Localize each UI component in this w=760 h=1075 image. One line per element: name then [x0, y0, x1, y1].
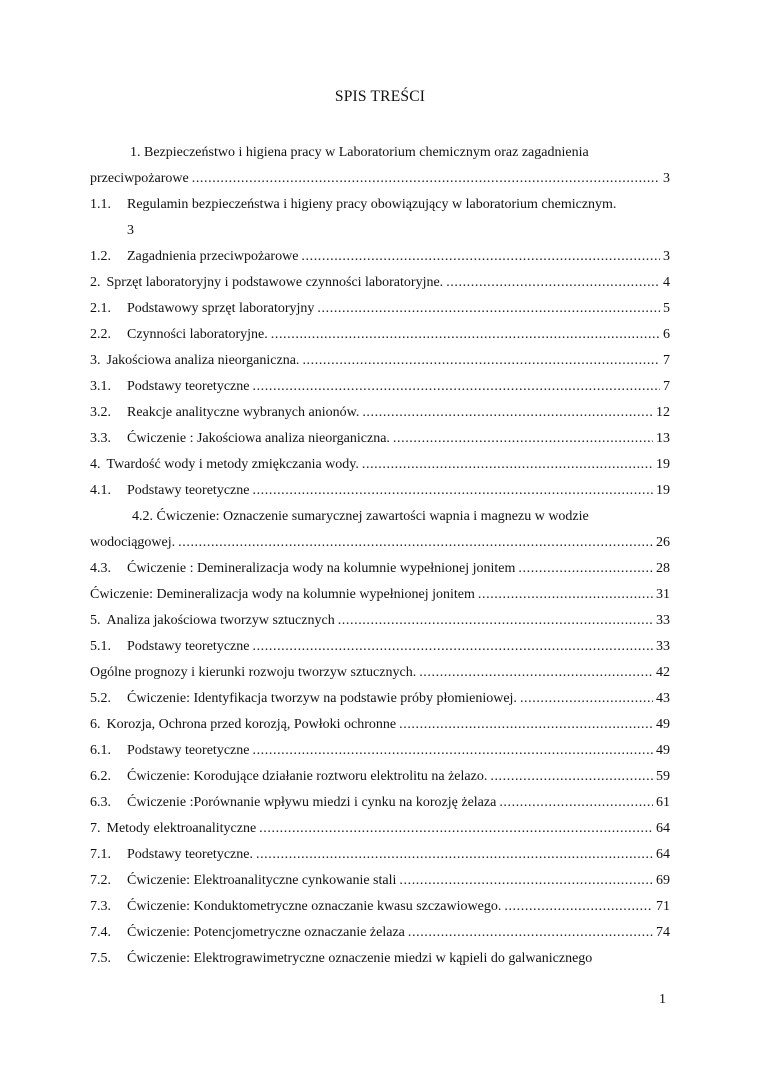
toc-entry-page: 6 — [663, 327, 670, 342]
toc-entry-text: Ćwiczenie : Demineralizacja wody na kolumnie wypełnionej jonitem — [127, 561, 516, 576]
toc-entry-text: Korozja, Ochrona przed korozją, Powłoki ochronne — [106, 717, 397, 732]
toc-entry-text: Podstawy teoretyczne. — [127, 847, 253, 862]
dot-leader — [478, 582, 653, 608]
toc-entry-page: 33 — [656, 639, 670, 654]
toc-entry[interactable] — [90, 920, 670, 946]
toc-entry-text: Metody elektroanalityczne — [106, 821, 257, 836]
toc-entry[interactable] — [90, 868, 670, 894]
toc-entry[interactable] — [90, 764, 670, 790]
toc-entry-page: 3 — [127, 223, 134, 238]
toc-entry-page: 4 — [663, 275, 670, 290]
dot-leader — [408, 920, 653, 946]
toc-entry-number: 4.3. — [90, 561, 111, 576]
toc-entry-text: Regulamin bezpieczeństwa i higieny pracy obowiązujący w laboratorium chemicznym. — [127, 197, 617, 212]
toc-entry[interactable] — [90, 322, 670, 348]
toc-entry-page: 69 — [656, 873, 670, 888]
toc-entry-number: 7.3. — [90, 899, 111, 914]
toc-entry-text: Sprzęt laboratoryjny i podstawowe czynności laboratoryjne. — [106, 275, 444, 290]
toc-entry-page: 5 — [663, 301, 670, 316]
dot-leader — [178, 530, 653, 556]
toc-entry[interactable] — [90, 296, 670, 322]
toc-entry-page: 3 — [663, 171, 670, 186]
toc-entry-text: Twardość wody i metody zmiękczania wody. — [106, 457, 359, 472]
toc-entry-number: 3.1. — [90, 379, 111, 394]
toc-entry-text: Czynności laboratoryjne. — [127, 327, 268, 342]
toc-entry-text: wodociągowej. — [90, 535, 176, 550]
dot-leader — [490, 764, 653, 790]
toc-entry[interactable] — [90, 842, 670, 868]
toc-entry-number: 6.3. — [90, 795, 111, 810]
toc-entry-number: 5.1. — [90, 639, 111, 654]
toc-entry-text: Ćwiczenie: Demineralizacja wody na kolumnie wypełnionej jonitem — [90, 587, 475, 602]
toc-entry[interactable] — [90, 634, 670, 660]
dot-leader — [504, 894, 653, 920]
toc-entry-text: Podstawowy sprzęt laboratoryjny — [127, 301, 315, 316]
dot-leader — [446, 270, 660, 296]
dot-leader — [256, 842, 653, 868]
toc-entry-text: Zagadnienia przeciwpożarowe — [127, 249, 299, 264]
toc-entry-page: 64 — [656, 847, 670, 862]
toc-entry[interactable] — [90, 374, 670, 400]
toc-entry[interactable] — [90, 816, 670, 842]
dot-leader — [301, 244, 660, 270]
toc-entry-page: 19 — [656, 483, 670, 498]
toc-entry-number: 7.1. — [90, 847, 111, 862]
toc-entry[interactable] — [90, 504, 670, 556]
dot-leader — [499, 790, 653, 816]
toc-entry-text: Podstawy teoretyczne — [127, 639, 250, 654]
toc-entry[interactable] — [90, 582, 670, 608]
toc-entry-page: 3 — [663, 249, 670, 264]
toc-entry-number: 1.2. — [90, 249, 111, 264]
toc-entry-text: Ćwiczenie :Porównanie wpływu miedzi i cynku na korozję żelaza — [127, 795, 497, 810]
dot-leader — [271, 322, 660, 348]
toc-entry-number: 1.1. — [90, 197, 111, 212]
toc-entry[interactable] — [90, 712, 670, 738]
toc-entry[interactable] — [90, 738, 670, 764]
dot-leader — [399, 712, 653, 738]
toc-entry-page: 33 — [656, 613, 670, 628]
page-title: SPIS TREŚCI — [334, 88, 426, 105]
dot-leader — [252, 374, 660, 400]
toc-entry-page: 7 — [663, 353, 670, 368]
dot-leader — [393, 426, 653, 452]
toc-entry-number: 3.3. — [90, 431, 111, 446]
toc-entry-number: 6. — [90, 717, 101, 732]
toc-entry-text: Ćwiczenie: Konduktometryczne oznaczanie kwasu szczawiowego. — [127, 899, 502, 914]
dot-leader — [338, 608, 653, 634]
toc-entry-text: Ćwiczenie : Jakościowa analiza nieorganiczna. — [127, 431, 390, 446]
dot-leader — [259, 816, 653, 842]
toc-entry-number: 2.1. — [90, 301, 111, 316]
dot-leader — [252, 738, 653, 764]
toc-entry-text: Reakcje analityczne wybranych anionów. — [127, 405, 360, 420]
dot-leader — [362, 400, 653, 426]
toc-entry-text: Ćwiczenie: Identyfikacja tworzyw na podstawie próby płomieniowej. — [127, 691, 517, 706]
toc-entry-number: 2. — [90, 275, 101, 290]
toc-entry[interactable] — [90, 270, 670, 296]
toc-entry-page: 71 — [656, 899, 670, 914]
dot-leader — [317, 296, 660, 322]
toc-entry-page: 49 — [656, 717, 670, 732]
page-number: 1 — [659, 992, 666, 1007]
toc-entry-number: 4. — [90, 457, 101, 472]
toc-entry-number: 7. — [90, 821, 101, 836]
toc-entry[interactable] — [90, 192, 670, 244]
toc-entry-page: 13 — [656, 431, 670, 446]
toc-entry[interactable] — [90, 140, 670, 192]
toc-entry-text: Ćwiczenie: Korodujące działanie roztworu elektrolitu na żelazo. — [127, 769, 488, 784]
dot-leader — [192, 166, 660, 192]
toc-entry-page: 7 — [663, 379, 670, 394]
toc-entry[interactable] — [90, 348, 670, 374]
toc-entry-text-line1: 4.2. Ćwiczenie: Oznaczenie sumarycznej zawartości wapnia i magnezu w wodzie — [132, 509, 589, 524]
toc-entry-number: 7.5. — [90, 951, 111, 966]
dot-leader — [419, 660, 653, 686]
toc-entry-page: 12 — [656, 405, 670, 420]
toc-entry-page: 61 — [656, 795, 670, 810]
dot-leader — [520, 686, 653, 712]
toc-entry-number: 6.1. — [90, 743, 111, 758]
toc-entry-page: 42 — [656, 665, 670, 680]
toc-entry[interactable] — [90, 244, 670, 270]
dot-leader — [252, 634, 653, 660]
toc-entry-text: Ćwiczenie: Potencjometryczne oznaczanie żelaza — [127, 925, 405, 940]
toc-entry-text: Ogólne prognozy i kierunki rozwoju tworzyw sztucznych. — [90, 665, 417, 680]
toc-entry[interactable] — [90, 608, 670, 634]
toc-entry-page: 64 — [656, 821, 670, 836]
toc-entry[interactable] — [90, 426, 670, 452]
dot-leader — [252, 478, 653, 504]
toc-entry-page: 43 — [656, 691, 670, 706]
toc-entry-number: 3. — [90, 353, 101, 368]
toc-entry-text-line1: 1. Bezpieczeństwo i higiena pracy w Laboratorium chemicznym oraz zagadnienia — [130, 145, 589, 160]
toc-entry[interactable] — [90, 946, 670, 972]
dot-leader — [518, 556, 653, 582]
toc-entry-number: 6.2. — [90, 769, 111, 784]
toc-entry[interactable] — [90, 478, 670, 504]
toc-entry-text: Ćwiczenie: Elektrograwimetryczne oznaczenie miedzi w kąpieli do galwanicznego — [127, 951, 593, 966]
toc-entry[interactable] — [90, 790, 670, 816]
dot-leader — [302, 348, 660, 374]
toc-entry[interactable] — [90, 556, 670, 582]
toc-entry-text: Analiza jakościowa tworzyw sztucznych — [106, 613, 335, 628]
toc-entry-page: 28 — [656, 561, 670, 576]
toc-entry-number: 7.4. — [90, 925, 111, 940]
toc-entry-number: 3.2. — [90, 405, 111, 420]
toc-entry-number: 7.2. — [90, 873, 111, 888]
toc-entry-text: Podstawy teoretyczne — [127, 743, 250, 758]
toc-entry-number: 2.2. — [90, 327, 111, 342]
toc-entry[interactable] — [90, 452, 670, 478]
toc-entry-text: Jakościowa analiza nieorganiczna. — [106, 353, 300, 368]
toc-entry-page: 74 — [656, 925, 670, 940]
toc-entry[interactable] — [90, 894, 670, 920]
toc-entry-page: 59 — [656, 769, 670, 784]
toc-entry-page: 19 — [656, 457, 670, 472]
toc-entry[interactable] — [90, 660, 670, 686]
toc-entry-number: 4.1. — [90, 483, 111, 498]
toc-entry-text: Podstawy teoretyczne — [127, 483, 250, 498]
toc-entry-text: Ćwiczenie: Elektroanalityczne cynkowanie stali — [127, 873, 397, 888]
toc-entry-text: przeciwpożarowe — [90, 171, 189, 186]
dot-leader — [399, 868, 653, 894]
toc-entry-text: Podstawy teoretyczne — [127, 379, 250, 394]
toc-entry-number: 5. — [90, 613, 101, 628]
toc-entry-number: 5.2. — [90, 691, 111, 706]
toc-entry[interactable] — [90, 686, 670, 712]
toc-entry-page: 49 — [656, 743, 670, 758]
table-of-contents — [90, 140, 670, 972]
dot-leader — [362, 452, 653, 478]
toc-entry[interactable] — [90, 400, 670, 426]
toc-entry-page: 26 — [656, 535, 670, 550]
toc-entry-page: 31 — [656, 587, 670, 602]
